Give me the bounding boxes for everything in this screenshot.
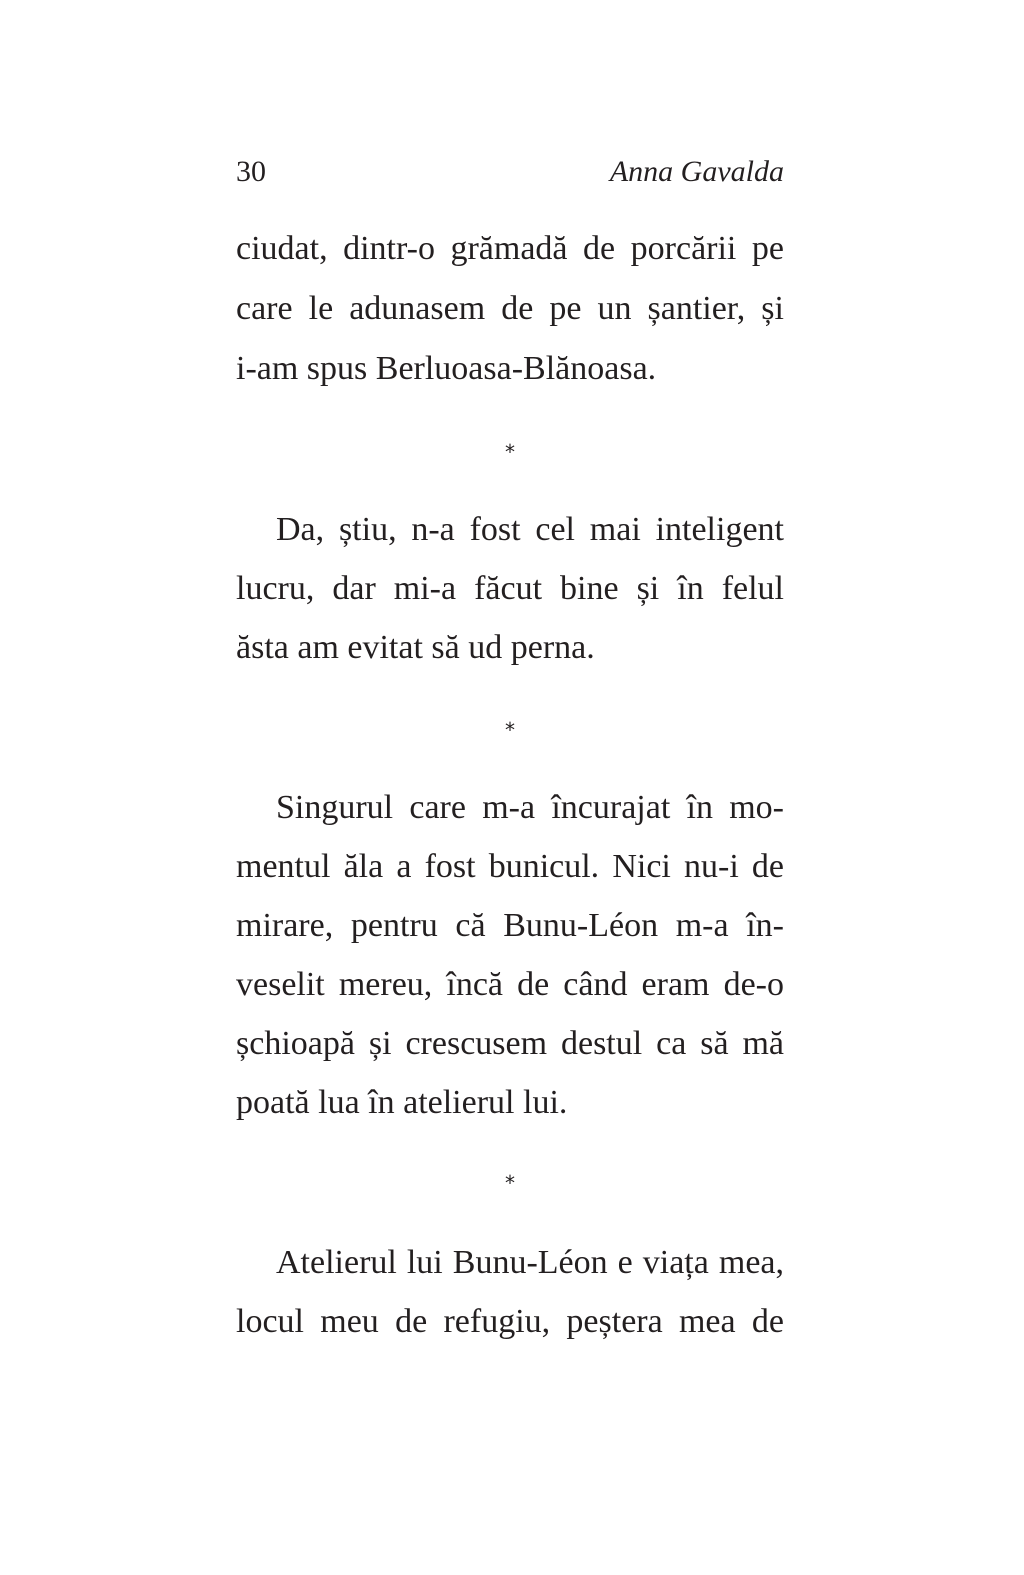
text-line: poată lua în atelierul lui. (236, 1084, 568, 1121)
text-line: Singurul care m-a încurajat în mo- (276, 789, 784, 826)
text-line: mirare, pentru că Bunu-Léon m-a în- (236, 907, 784, 944)
text-line: veselit mereu, încă de când eram de-o (236, 966, 784, 1003)
text-line: Atelierul lui Bunu-Léon e viața mea, (276, 1244, 784, 1281)
text-line: ăsta am evitat să ud perna. (236, 629, 595, 666)
text-line: ciudat, dintr-o grămadă de porcării pe (236, 230, 784, 267)
book-page (236, 0, 784, 1575)
section-separator: * (505, 440, 515, 464)
page-number: 30 (236, 155, 266, 188)
text-line: i-am spus Berluoasa-Blănoasa. (236, 350, 657, 387)
text-line: șchioapă și crescusem destul ca să mă (236, 1025, 784, 1062)
text-line: care le adunasem de pe un șantier, și (236, 290, 784, 327)
text-line: Da, știu, n-a fost cel mai inteligent (276, 511, 784, 548)
section-separator: * (505, 718, 515, 742)
running-head-author: Anna Gavalda (609, 155, 784, 188)
page-header (236, 150, 784, 194)
text-line: lucru, dar mi-a făcut bine și în felul (236, 570, 784, 607)
section-separator: * (505, 1171, 515, 1195)
text-line: locul meu de refugiu, peștera mea de (236, 1303, 784, 1340)
text-line: mentul ăla a fost bunicul. Nici nu-i de (236, 848, 784, 885)
